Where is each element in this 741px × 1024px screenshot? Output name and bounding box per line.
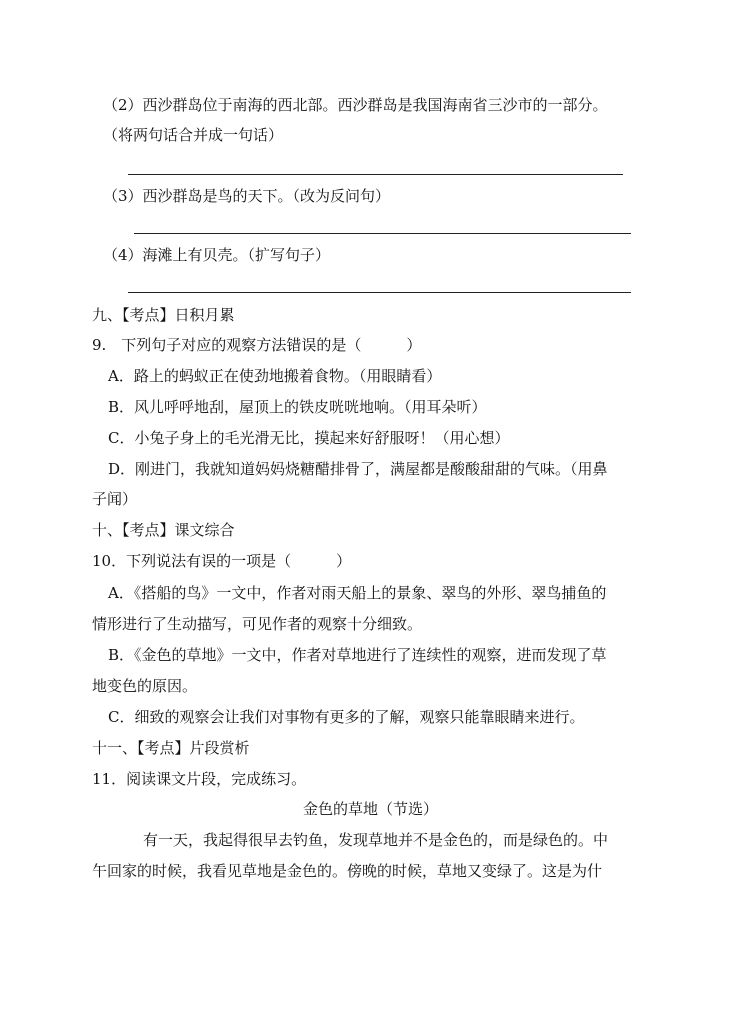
passage-line-1: 有一天，我起得很早去钓鱼，发现草地并不是金色的，而是绿色的。中 [143,831,609,849]
option-9-d-cont: 子闻） [92,490,138,508]
question-8-3: （3）西沙群岛是鸟的天下。（改为反问句） [103,187,391,205]
question-9: 9. 下列句子对应的观察方法错误的是（ ） [92,336,422,354]
passage-title: 金色的草地（节选） [302,800,438,818]
answer-line-8-3[interactable] [134,233,631,234]
question-10: 10．下列说法有误的一项是（ ） [92,552,352,570]
option-10-a: A．《搭船的鸟》一文中，作者对雨天船上的景象、翠鸟的外形、翠鸟捕鱼的 [108,584,607,602]
question-8-4: （4）海滩上有贝壳。（扩写句子） [103,246,331,264]
answer-line-8-4[interactable] [128,292,631,293]
option-10-b: B．《金色的草地》一文中，作者对草地进行了连续性的观察，进而发现了草 [108,646,607,664]
option-9-a: A．路上的蚂蚁正在使劲地搬着食物。（用眼睛看） [108,367,442,385]
option-10-c: C．细致的观察会让我们对事物有更多的了解，观察只能靠眼睛来进行。 [108,708,585,726]
answer-line-8-2[interactable] [128,174,623,175]
section-10-heading: 十、【考点】课文综合 [92,521,235,539]
question-8-2-line2: （将两句话合并成一句话） [103,126,284,144]
option-9-d: D．刚进门，我就知道妈妈烧糖醋排骨了，满屋都是酸酸甜甜的气味。（用鼻 [108,460,608,478]
question-11: 11．阅读课文片段，完成练习。 [92,770,307,788]
option-10-b-cont: 地变色的原因。 [92,677,198,695]
passage-line-2: 午回家的时候，我看见草地是金色的。傍晚的时候，草地又变绿了。这是为什 [92,862,603,880]
option-10-a-cont: 情形进行了生动描写，可见作者的观察十分细致。 [92,615,423,633]
section-11-heading: 十一、【考点】片段赏析 [92,739,250,757]
option-9-b: B．风儿呼呼地刮，屋顶上的铁皮咣咣地响。（用耳朵听） [108,398,487,416]
question-8-2-line1: （2）西沙群岛位于南海的西北部。西沙群岛是我国海南省三沙市的一部分。 [103,96,608,114]
option-9-c: C．小兔子身上的毛光滑无比，摸起来好舒服呀！（用心想） [108,429,510,447]
section-9-heading: 九、【考点】日积月累 [92,306,235,324]
